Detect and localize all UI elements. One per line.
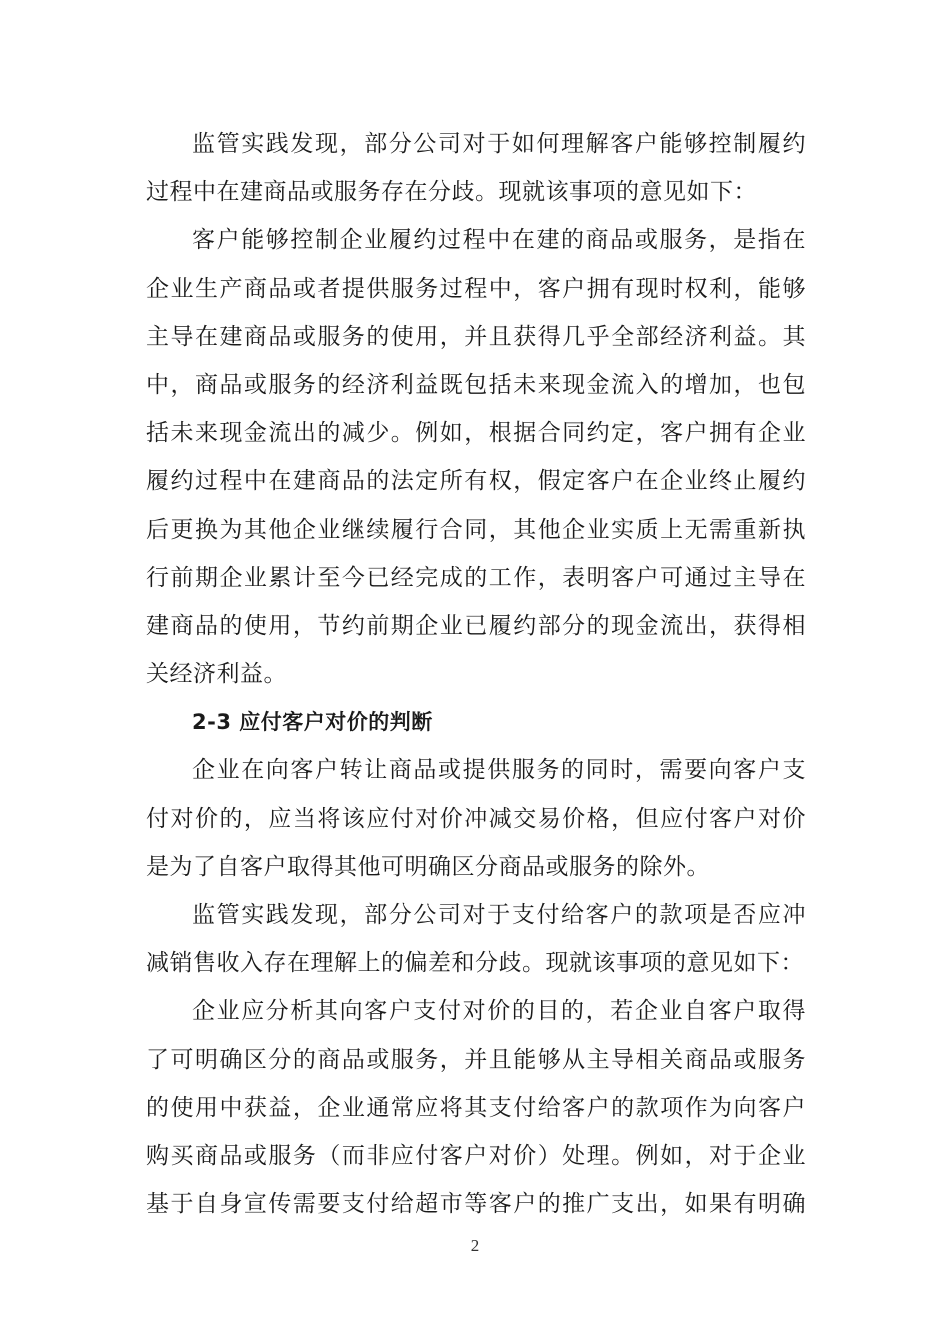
page-number: 2 <box>470 1236 480 1255</box>
paragraph-line: 关经济利益。 <box>146 661 287 688</box>
paragraph-line: 监管实践发现，部分公司对于如何理解客户能够控制履约 <box>192 131 806 157</box>
paragraph-line: 了可明确区分的商品或服务，并且能够从主导相关商品或服务 <box>146 1046 806 1073</box>
paragraph-line: 付对价的，应当将该应付对价冲减交易价格，但应付客户对价 <box>146 805 806 832</box>
paragraph-line: 企业在向客户转让商品或提供服务的同时，需要向客户支 <box>192 757 806 784</box>
paragraph-line: 购买商品或服务（而非应付客户对价）处理。例如，对于企业 <box>146 1142 806 1169</box>
paragraph-line: 客户能够控制企业履约过程中在建的商品或服务，是指在 <box>192 227 806 254</box>
paragraph-line: 括未来现金流出的减少。例如，根据合同约定，客户拥有企业 <box>146 420 806 447</box>
paragraph-line: 企业生产商品或者提供服务过程中，客户拥有现时权利，能够 <box>146 275 806 302</box>
paragraph-line: 履约过程中在建商品的法定所有权，假定客户在企业终止履约 <box>146 468 806 495</box>
paragraph-line: 是为了自客户取得其他可明确区分商品或服务的除外。 <box>146 853 710 880</box>
paragraph-line: 建商品的使用，节约前期企业已履约部分的现金流出，获得相 <box>146 612 806 639</box>
paragraph-line: 后更换为其他企业继续履行合同，其他企业实质上无需重新执 <box>146 516 806 543</box>
paragraph-line: 主导在建商品或服务的使用，并且获得几乎全部经济利益。其 <box>146 323 806 350</box>
document-body <box>146 120 806 1228</box>
paragraph-line: 过程中在建商品或服务存在分歧。现就该事项的意见如下： <box>146 179 757 206</box>
section-heading: 2-3 应付客户对价的判断 <box>192 710 433 735</box>
paragraph-line: 企业应分析其向客户支付对价的目的，若企业自客户取得 <box>192 998 806 1025</box>
paragraph-line: 减销售收入存在理解上的偏差和分歧。现就该事项的意见如下： <box>146 950 804 977</box>
paragraph-line: 基于自身宣传需要支付给超市等客户的推广支出，如果有明确 <box>146 1191 806 1218</box>
paragraph-line: 行前期企业累计至今已经完成的工作，表明客户可通过主导在 <box>146 564 806 591</box>
paragraph-line: 监管实践发现，部分公司对于支付给客户的款项是否应冲 <box>192 902 806 928</box>
paragraph-line: 中，商品或服务的经济利益既包括未来现金流入的增加，也包 <box>146 371 806 398</box>
paragraph-line: 的使用中获益，企业通常应将其支付给客户的款项作为向客户 <box>146 1094 806 1121</box>
